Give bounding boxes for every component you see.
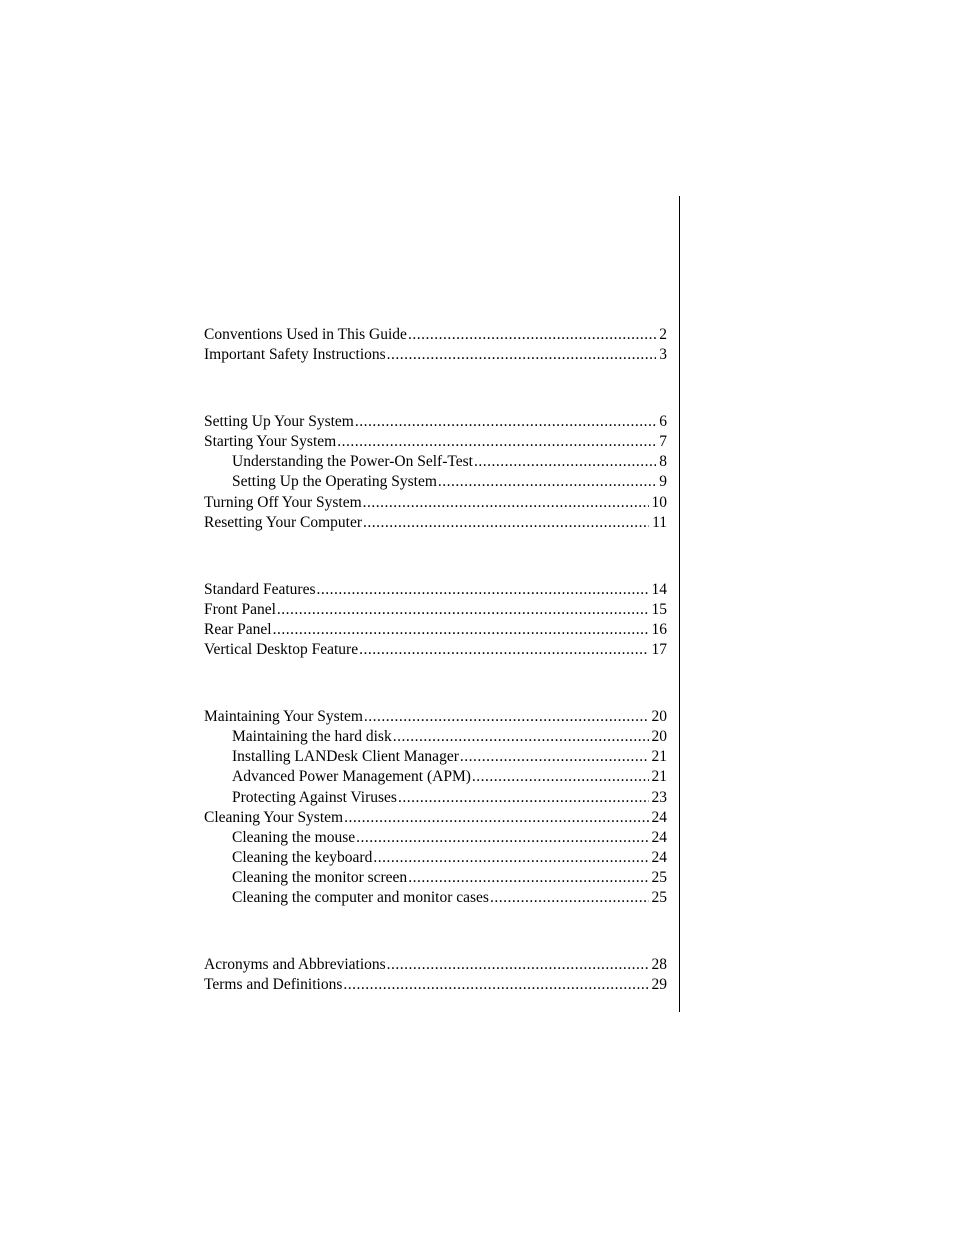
toc-entry-title: Cleaning the keyboard bbox=[232, 849, 373, 867]
toc-entry-title: Front Panel bbox=[204, 600, 276, 618]
toc-entry-page: 25 bbox=[651, 889, 667, 907]
toc-entry[interactable] bbox=[204, 412, 667, 432]
toc-entry-title: Cleaning Your System bbox=[204, 808, 344, 826]
toc-entry-page: 15 bbox=[651, 600, 667, 618]
toc-entry-title: Cleaning the computer and monitor cases bbox=[232, 889, 489, 907]
dot-leader bbox=[398, 788, 649, 808]
dot-leader bbox=[355, 412, 656, 432]
toc-entry-page: 11 bbox=[652, 513, 667, 531]
toc-entry-page: 8 bbox=[659, 453, 667, 471]
toc-subentry[interactable] bbox=[204, 472, 667, 492]
toc-entry-page: 17 bbox=[651, 641, 667, 659]
toc-entry[interactable] bbox=[204, 600, 667, 620]
dot-leader bbox=[472, 767, 649, 787]
toc-entry[interactable] bbox=[204, 955, 667, 975]
toc-entry-title: Vertical Desktop Feature bbox=[204, 641, 359, 659]
dot-leader bbox=[490, 888, 649, 908]
toc-entry-title: Terms and Definitions bbox=[204, 976, 343, 994]
toc-entry-page: 9 bbox=[659, 473, 667, 491]
toc-entry-title: Understanding the Power-On Self-Test bbox=[232, 453, 473, 471]
toc-entry[interactable] bbox=[204, 975, 667, 995]
toc-entry-title: Maintaining Your System bbox=[204, 707, 363, 725]
vertical-rule bbox=[679, 196, 680, 1012]
toc-entry-title: Conventions Used in This Guide bbox=[204, 326, 407, 343]
dot-leader bbox=[373, 848, 648, 868]
toc-subentry[interactable] bbox=[204, 888, 667, 908]
toc-subentry[interactable] bbox=[204, 788, 667, 808]
toc-entry-page: 23 bbox=[651, 788, 667, 806]
toc-subentry[interactable] bbox=[204, 848, 667, 868]
toc-entry[interactable] bbox=[204, 432, 667, 452]
dot-leader bbox=[363, 513, 649, 533]
toc-entry[interactable] bbox=[204, 808, 667, 828]
toc-subentry[interactable] bbox=[204, 452, 667, 472]
toc-entry[interactable] bbox=[204, 620, 667, 640]
dot-leader bbox=[387, 345, 657, 365]
toc-entry-title: Cleaning the monitor screen bbox=[232, 869, 408, 887]
toc-entry[interactable] bbox=[204, 513, 667, 533]
toc-entry[interactable] bbox=[204, 580, 667, 600]
dot-leader bbox=[356, 828, 648, 848]
dot-leader bbox=[273, 620, 649, 640]
dot-leader bbox=[460, 747, 649, 767]
toc-entry-title: Acronyms and Abbreviations bbox=[204, 956, 386, 974]
toc-subentry[interactable] bbox=[204, 767, 667, 787]
toc-entry-title: Protecting Against Viruses bbox=[232, 788, 397, 806]
toc-entry-page: 21 bbox=[651, 748, 667, 766]
dot-leader bbox=[337, 432, 656, 452]
toc-entry-page: 16 bbox=[651, 620, 667, 638]
toc-group bbox=[204, 325, 667, 365]
toc-entry-title: Setting Up the Operating System bbox=[232, 473, 437, 491]
toc-subentry[interactable] bbox=[204, 747, 667, 767]
toc-entry-title: Installing LANDesk Client Manager bbox=[232, 748, 459, 766]
toc-entry[interactable] bbox=[204, 345, 667, 365]
toc-entry-title: Rear Panel bbox=[204, 620, 272, 638]
toc-entry-page: 28 bbox=[651, 956, 667, 974]
dot-leader bbox=[316, 580, 648, 600]
toc-entry-page: 20 bbox=[651, 707, 667, 725]
toc-subentry[interactable] bbox=[204, 727, 667, 747]
toc-entry-page: 10 bbox=[651, 493, 667, 511]
toc-entry-page: 25 bbox=[651, 869, 667, 887]
toc-entry[interactable] bbox=[204, 325, 667, 345]
toc-entry-title: Turning Off Your System bbox=[204, 493, 362, 511]
toc-entry-page: 21 bbox=[651, 768, 667, 786]
toc-entry-page: 7 bbox=[659, 433, 667, 451]
dot-leader bbox=[343, 975, 648, 995]
toc-entry-page: 24 bbox=[651, 849, 667, 867]
dot-leader bbox=[474, 452, 656, 472]
dot-leader bbox=[344, 808, 648, 828]
toc-entry[interactable] bbox=[204, 707, 667, 727]
toc-entry-title: Starting Your System bbox=[204, 433, 337, 451]
toc-entry-page: 24 bbox=[651, 828, 667, 846]
toc-entry-page: 3 bbox=[659, 346, 667, 364]
toc-entry-title: Resetting Your Computer bbox=[204, 513, 363, 531]
dot-leader bbox=[438, 472, 656, 492]
toc-entry-page: 29 bbox=[651, 976, 667, 994]
dot-leader bbox=[277, 600, 649, 620]
dot-leader bbox=[387, 955, 649, 975]
toc-entry-page: 14 bbox=[651, 580, 667, 598]
toc-entry-title: Cleaning the mouse bbox=[232, 828, 356, 846]
toc-entry-title: Setting Up Your System bbox=[204, 412, 354, 430]
toc-entry-title: Standard Features bbox=[204, 580, 316, 598]
dot-leader bbox=[393, 727, 649, 747]
toc-entry-title: Maintaining the hard disk bbox=[232, 727, 392, 745]
dot-leader bbox=[408, 325, 656, 345]
dot-leader bbox=[364, 707, 649, 727]
table-of-contents bbox=[204, 325, 667, 996]
toc-group bbox=[204, 580, 667, 661]
toc-entry-page: 24 bbox=[651, 808, 667, 826]
dot-leader bbox=[363, 493, 649, 513]
toc-entry-page: 2 bbox=[659, 326, 667, 343]
toc-subentry[interactable] bbox=[204, 868, 667, 888]
toc-entry[interactable] bbox=[204, 640, 667, 660]
toc-group bbox=[204, 412, 667, 533]
toc-group bbox=[204, 955, 667, 995]
toc-entry-title: Advanced Power Management (APM) bbox=[232, 768, 471, 786]
toc-subentry[interactable] bbox=[204, 828, 667, 848]
toc-entry-title: Important Safety Instructions bbox=[204, 346, 386, 364]
toc-group bbox=[204, 707, 667, 909]
toc-entry-page: 6 bbox=[659, 412, 667, 430]
toc-entry[interactable] bbox=[204, 493, 667, 513]
dot-leader bbox=[359, 640, 648, 660]
toc-entry-page: 20 bbox=[651, 727, 667, 745]
dot-leader bbox=[408, 868, 648, 888]
